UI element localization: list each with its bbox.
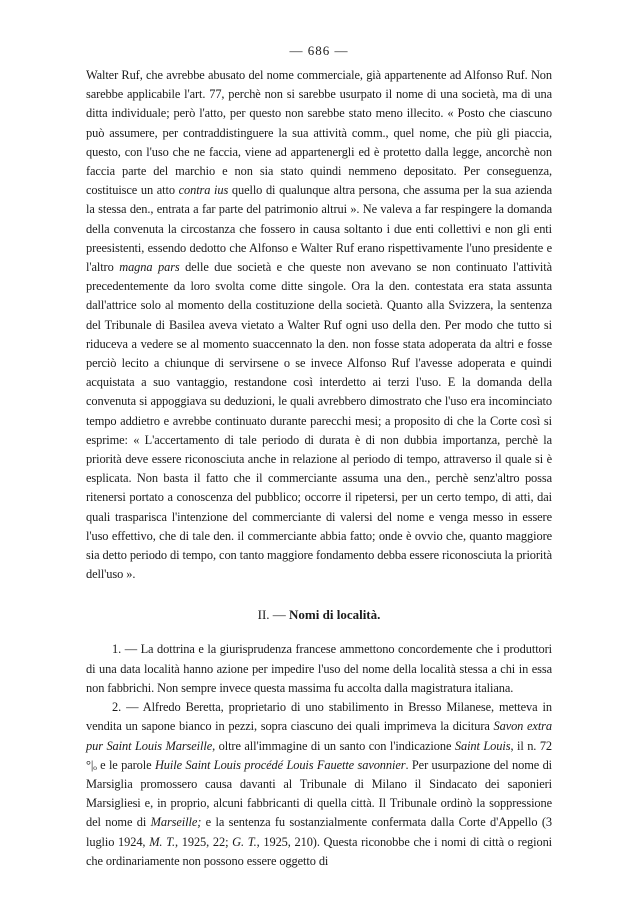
italic-term: contra ius: [178, 183, 229, 198]
italic-term: magna pars: [119, 260, 180, 275]
document-page: [86, 42, 552, 871]
section-heading: [86, 606, 552, 624]
italic-term: Marseille;: [150, 815, 202, 830]
paragraph-doctrine: 1. — La dottrina e la giurisprudenza francese ammettono concordemente che i produttori di una data località hanno azione per impedire l'uso del nome della località stessa a chi in essa non fabbrichi. Non sempre invece questa massima fu accolta dalla magistratura italiana.: [86, 642, 552, 695]
italic-term: Huile Saint Louis procédé Louis Fauette savonnier: [154, 757, 406, 772]
section-numeral: II. —: [257, 607, 286, 623]
paragraph-beretta: 2. — Alfredo Beretta, proprietario di uno stabilimento in Bresso Milanese, metteva in vendita un sapone bianco in pezzi, sopra ciascuno dei quali imprimeva la dicitura Savon extra pur Saint Louis Marseille, oltre all'immagine di un santo con l'indicazione Saint Louis, il n. 72 °|ₒ e le parole Huile Saint Louis procédé Louis Fauette savonnier. Per usurpazione del nome di Marsiglia promossero causa davanti al Tribunale di Milano il Sindacato dei saponieri Marsigliesi e, in proprio, alcuni fabbricanti di quella città. Il Tribunale ordinò la soppressione del nome di Marseille; e la sentenza fu sostanzialmente confermata dalla Corte d'Appello (3 luglio 1924, M. T., 1925, 22; G. T., 1925, 210). Questa riconobbe che i nomi di città o regioni che ordinariamente non possono essere oggetto di: [86, 700, 553, 868]
body-text: [86, 66, 552, 871]
paragraph-walter-ruf: Walter Ruf, che avrebbe abusato del nome commerciale, già appartenente ad Alfonso Ruf. Non sarebbe applicabile l'art. 77, perchè non si sarebbe usurpato il nome di una società, ma di una ditta individuale; però l'atto, per questo non sarebbe stato meno illecito. « Posto che ciascuno può assumere, per contraddistinguere la sua attività comm., quel nome, che più gli piaccia, questo, con l'uso che ne faccia, viene ad appartenergli ed è protetto dalla legge, ancorchè non faccia parte del marchio e non sia stato quindi nemmeno depositato. Per conseguenza, costituisce un atto contra ius quello di qualunque altra persona, che assuma per la sua azienda la stessa den., entrata a far parte del patrimonio altrui ». Ne valeva a far respingere la domanda della convenuta la circostanza che fossero in causa soltanto i due enti collettivi e non gli enti preesistenti, essendo dedotto che Alfonso e Walter Ruf erano rispettivamente l'uno presidente e l'altro magna pars delle due società e che queste non avevano se non continuato l'attività precedentemente da loro svolta come ditte singole. Ora la den. contestata era stata assunta dall'attrice solo al momento della costituzione della società. Quanto alla Svizzera, la sentenza del Tribunale di Basilea aveva vietato a Walter Ruf ogni uso della den. Per modo che tutto si riduceva a vedere se al momento suaccennato la den. non fosse stata adoperata da altri e fosse perciò lecito a chiunque di servirsene o se invece Alfonso Ruf l'avesse adoperata e quindi acquistata a suo vantaggio, restandone così interdetto ai terzi l'uso. E la domanda della convenuta si appoggiava su deduzioni, le quali avrebbero dimostrato che l'uso era incominciato tempo addietro e avrebbe continuato durante parecchi mesi; a proposito di che la Corte così si esprime: « L'accertamento di tale periodo di durata è di non dubbia importanza, perchè la priorità deve essere riconosciuta anche in relazione al periodo di tempo, attraverso il quale si è esplicata. Non basta il fatto che il commerciante assuma una den., perchè senz'altro possa ritenersi portato a conoscenza del pubblico; occorre il ripetersi, per un certo tempo, di atti, dai quali traspariscа l'intenzione del commerciante di valersi del nome e venga messo in essere l'uso effettivo, che di tale den. il commerciante abbia fatto; onde è ovvio che, quanto maggiore sia detto periodo di tempo, con tanto maggiore fondamento debba essere riconosciuta la priorità dell'uso ».: [86, 68, 552, 582]
italic-term: Savon extra pur Saint Louis Marseille: [86, 719, 552, 753]
section-title: Nomi di località.: [289, 607, 381, 623]
italic-citation: G. T.: [232, 834, 257, 849]
page-number: — 686 —: [289, 43, 349, 58]
italic-citation: M. T.: [149, 834, 176, 849]
italic-term: Saint Louis: [454, 738, 511, 753]
